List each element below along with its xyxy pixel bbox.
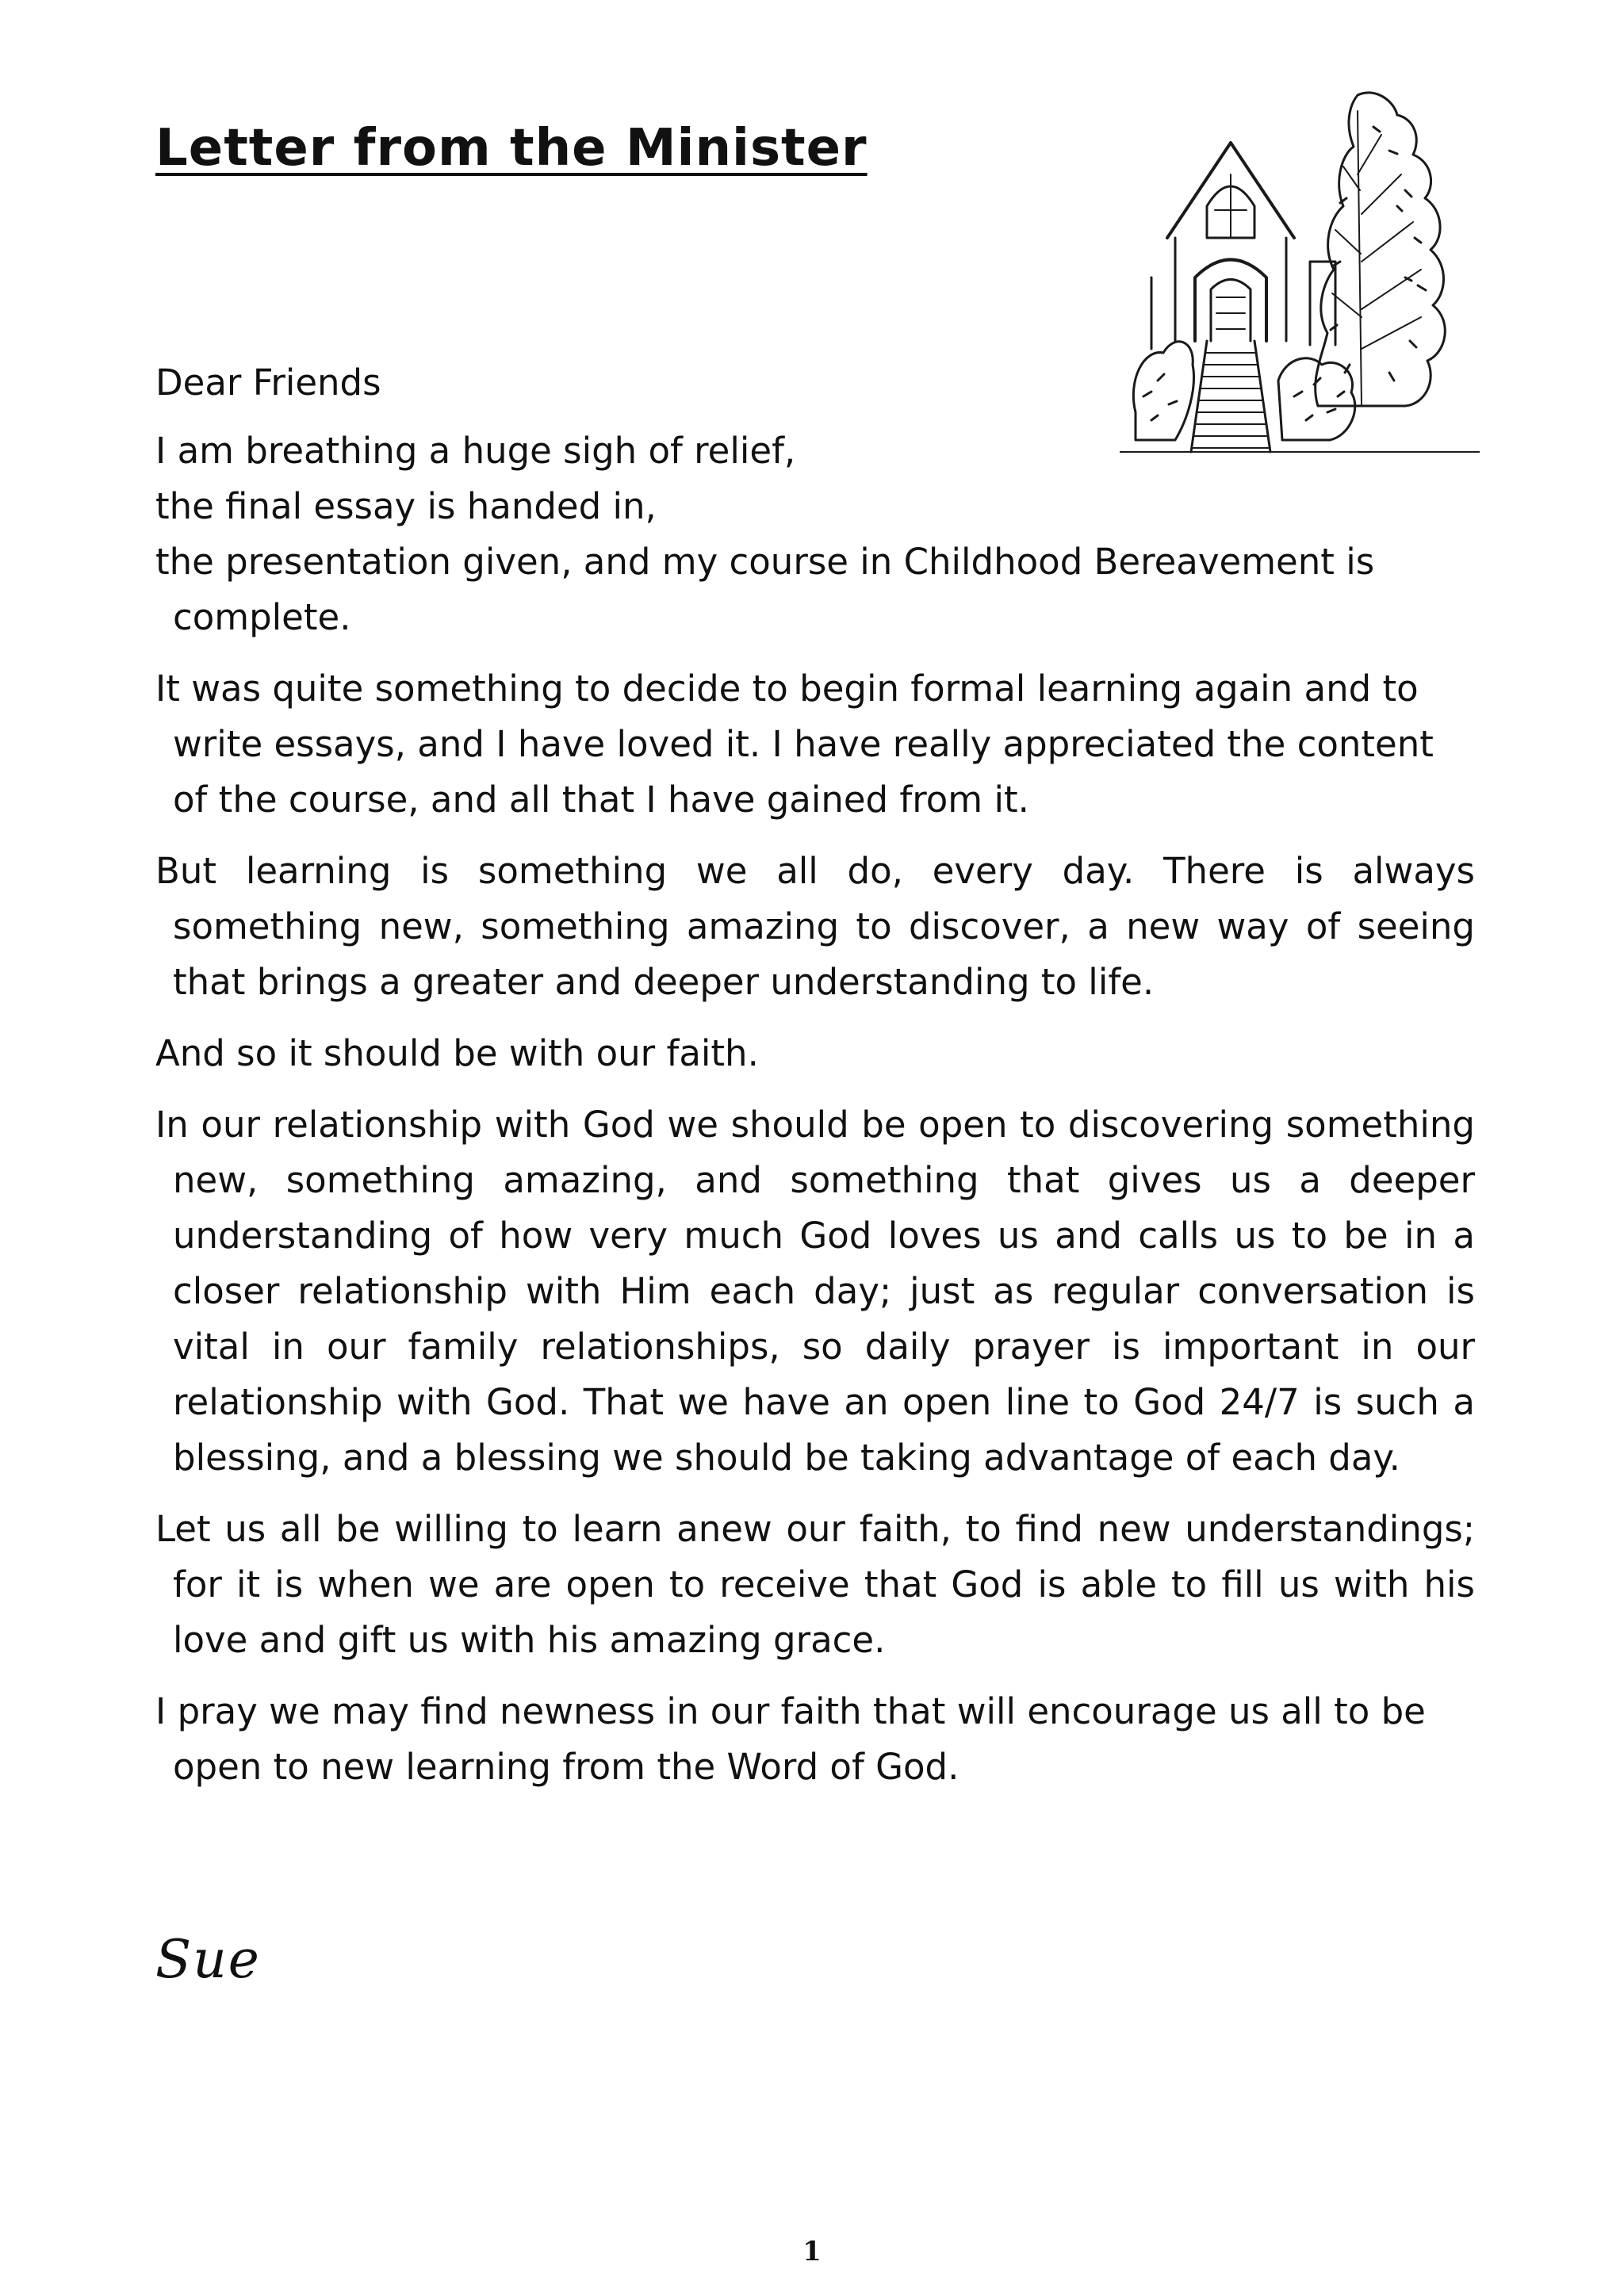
paragraph-formal-learning: It was quite something to decide to begin formal learning again and to write essays, and I have loved it. I have really appreciated the content of the course, and all that I have gained from it. (155, 668, 1434, 821)
paragraph-prayer: I pray we may find newness in our faith that will encourage us all to be open to new learning from the Word of God. (155, 1690, 1426, 1788)
paragraph-relief (155, 423, 1475, 645)
letter-body (155, 355, 1475, 1811)
paragraph-line: I am breathing a huge sigh of relief, (155, 430, 796, 472)
salutation: Dear Friends (155, 362, 381, 404)
paragraph-line: the presentation given, and my course in Childhood Bereavement is complete. (155, 541, 1375, 638)
signature: Sue (155, 1929, 261, 1990)
paragraph-relationship-with-god: In our relationship with God we should be open to discovering something new, something amazing, and something that gives us a deeper understanding of how very much God loves us and calls us to be in a closer relationship with Him each day; just as regular conversation is vital in our family relationships, so daily prayer is important in our relationship with God. That we have an open line to God 24/7 is such a blessing, and a blessing we should be taking advantage of each day. (155, 1104, 1475, 1479)
paragraph-learning-every-day: But learning is something we all do, every day. There is always something new, something amazing to discover, a new way of seeing that brings a greater and deeper understanding to life. (155, 850, 1475, 1003)
page-title: Letter from the Minister (155, 119, 868, 178)
paragraph-line: the final essay is handed in, (155, 485, 657, 527)
page-number: 1 (802, 2236, 822, 2267)
paragraph-faith: And so it should be with our faith. (155, 1032, 759, 1074)
paragraph-learn-anew: Let us all be willing to learn anew our faith, to find new understandings; for it is when we are open to receive that God is able to fill us with his love and gift us with his amazing grace. (155, 1508, 1475, 1661)
